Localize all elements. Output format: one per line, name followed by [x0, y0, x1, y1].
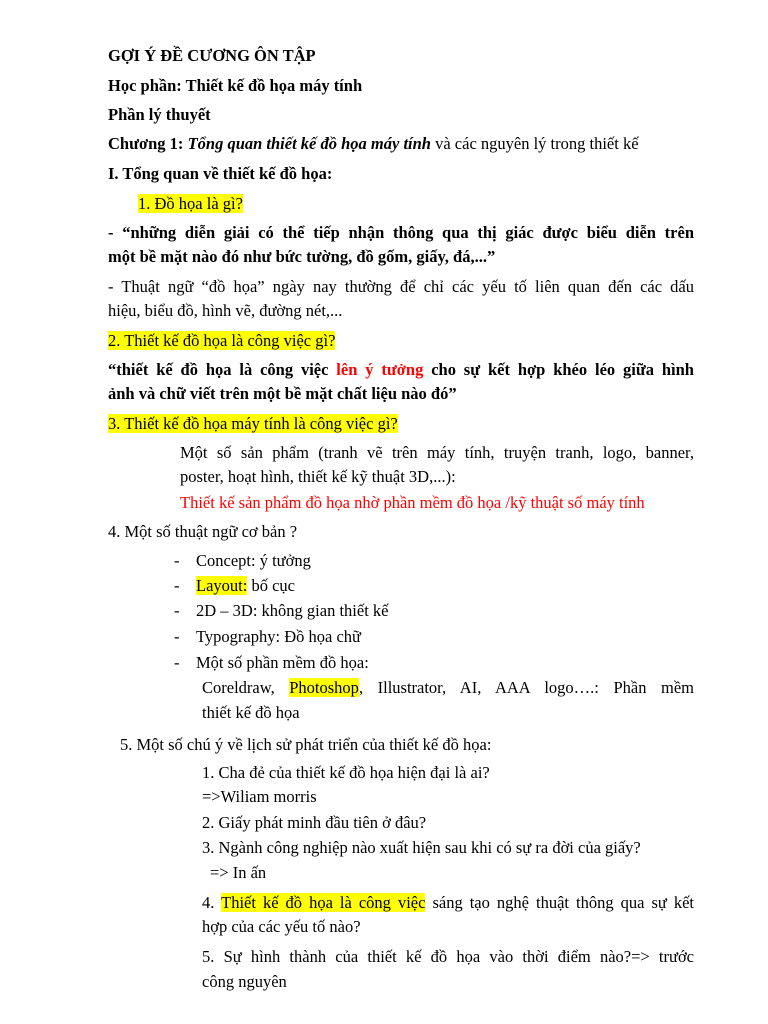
term-software-text: Một số phần mềm đồ họa: — [196, 653, 369, 672]
chapter-suffix: và các nguyên lý trong thiết kế — [430, 134, 639, 153]
chapter-heading — [108, 132, 639, 156]
question-2 — [108, 329, 335, 353]
term-layout-text — [196, 574, 295, 598]
q1-term-line-1: - Thuật ngữ “đồ họa” ngày nay thường để chỉ các yếu tố liên quan đến các dấu — [108, 277, 694, 296]
question-4: 4. Một số thuật ngữ cơ bản ? — [108, 522, 298, 541]
bullet-dash: - — [174, 576, 180, 595]
question-2-text: 2. Thiết kế đồ họa là công việc gì? — [108, 331, 336, 350]
section-heading: I. Tổng quan về thiết kế đồ họa: — [108, 164, 333, 183]
question-3-text: 3. Thiết kế đồ họa máy tính là công việc gì? — [108, 414, 398, 433]
history-4-highlight: Thiết kế đồ họa là công việc — [221, 893, 426, 912]
bullet-dash: - — [174, 653, 180, 672]
q2-answer-line-1 — [108, 358, 694, 382]
term-concept-text: Concept: ý tưởng — [196, 551, 311, 570]
software-list-line-1 — [202, 676, 694, 700]
bullet-dash: - — [174, 551, 180, 570]
q3-answer-red: Thiết kế sản phẩm đồ họa nhờ phần mềm đồ họa /kỹ thuật số máy tính — [180, 493, 645, 512]
history-4-prefix: 4. — [202, 893, 222, 912]
question-1-text: 1. Đồ họa là gì? — [138, 194, 243, 213]
history-2: 2. Giấy phát minh đầu tiên ở đâu? — [202, 813, 427, 832]
history-3-answer: => In ấn — [210, 863, 267, 882]
q2-answer-red: lên ý tưởng — [336, 360, 424, 379]
question-3 — [108, 412, 398, 436]
history-4-rest: sáng tạo nghệ thuật thông qua sự kết — [425, 893, 694, 912]
q3-answer-line-2: poster, hoạt hình, thiết kế kỹ thuật 3D,...): — [180, 467, 456, 486]
history-4-line-1 — [202, 891, 694, 915]
history-1: 1. Cha đẻ của thiết kế đồ họa hiện đại là ai? — [202, 763, 490, 782]
part-heading: Phần lý thuyết — [108, 105, 211, 124]
software-list-a: Coreldraw, — [202, 678, 290, 697]
term-layout-highlight: Layout: — [196, 576, 248, 595]
software-list-b: , Illustrator, AI, AAA logo….: Phần mềm — [358, 678, 694, 697]
q1-quote-line-1: - “những diễn giải có thể tiếp nhận thông qua thị giác được biểu diễn trên — [108, 223, 694, 242]
course-name: Học phần: Thiết kế đồ họa máy tính — [108, 76, 363, 95]
history-3: 3. Ngành công nghiệp nào xuất hiện sau khi có sự ra đời của giấy? — [202, 838, 641, 857]
bullet-dash: - — [174, 627, 180, 646]
question-5: 5. Một số chú ý về lịch sử phát triển của thiết kế đồ họa: — [120, 735, 492, 754]
q2-answer-line-2: ảnh và chữ viết trên một bề mặt chất liệu nào đó” — [108, 384, 457, 403]
term-dimension-text: 2D – 3D: không gian thiết kế — [196, 601, 389, 620]
q1-quote-line-2: một bề mặt nào đó như bức tường, đồ gốm, giấy, đá,...” — [108, 247, 496, 266]
q3-answer-line-1: Một số sản phẩm (tranh vẽ trên máy tính, truyện tranh, logo, banner, — [180, 443, 694, 462]
software-photoshop-highlight: Photoshop — [289, 678, 359, 697]
history-5-line-2: công nguyên — [202, 972, 287, 991]
q2-answer-a: “thiết kế đồ họa là công việc — [108, 360, 337, 379]
history-1-answer: =>Wiliam morris — [202, 787, 317, 806]
q1-term-line-2: hiệu, biểu đồ, hình vẽ, đường nét,... — [108, 301, 343, 320]
chapter-prefix: Chương 1: — [108, 134, 188, 153]
bullet-dash: - — [174, 601, 180, 620]
doc-title: GỢI Ý ĐỀ CƯƠNG ÔN TẬP — [108, 46, 316, 65]
question-1 — [138, 192, 243, 216]
term-typography-text: Typography: Đồ họa chữ — [196, 627, 361, 646]
history-4-line-2: hợp của các yếu tố nào? — [202, 917, 361, 936]
q2-answer-b: cho sự kết hợp khéo léo giữa hình — [423, 360, 694, 379]
chapter-title: Tổng quan thiết kế đồ họa máy tính — [187, 134, 431, 153]
term-layout-rest: bố cục — [247, 576, 295, 595]
software-list-line-2: thiết kế đồ họa — [202, 703, 300, 722]
history-5-line-1: 5. Sự hình thành của thiết kế đồ họa vào thời điểm nào?=> trước — [202, 947, 694, 966]
